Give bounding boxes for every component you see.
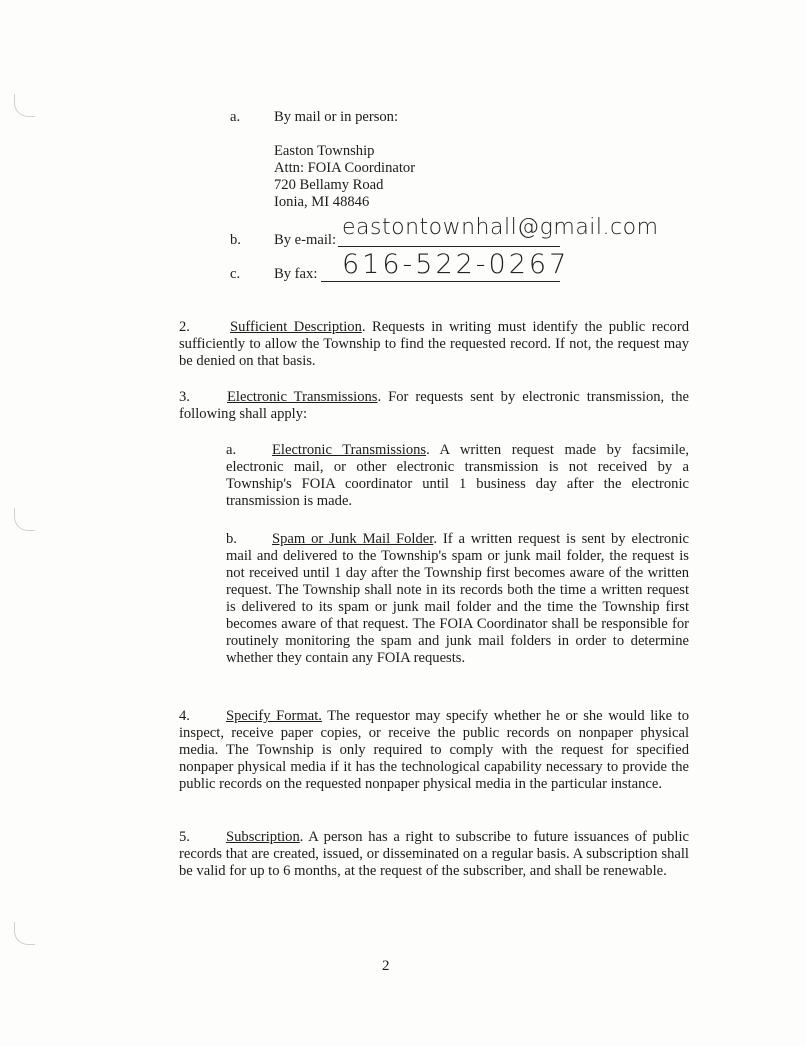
section-text: . A person has a right to subscribe to future issuances of public records that are created, issued, or disseminated on a regular basis. A subscription shall be valid for up to 6 months, at the request of the subscriber, and shall be renewable. [179,829,689,879]
section-3b [226,531,689,667]
section-title: Subscription [226,829,300,845]
section-number: 2. [179,319,190,335]
item-letter-b: b. [230,232,241,248]
handwritten-email: eastontownhall@gmail.com [342,215,659,240]
section-4 [179,708,689,793]
fax-underline [321,281,560,282]
punch-hole-mark [14,94,35,117]
section-title: Electronic Transmissions [227,389,378,405]
section-number: 4. [179,708,190,724]
section-text: The requestor may specify whether he or she would like to inspect, receive paper copies, or receive the public records on nonpaper physical media. The Township is only required to comply with the request for specified nonpaper physical media if it has the technological capability necessary to provide the public records on the requested nonpaper physical media in the particular instance. [179,708,689,792]
address-line: Attn: FOIA Coordinator [274,160,416,176]
item-letter-a: a. [230,109,241,125]
section-text: . Requests in writing must identify the public record sufficiently to allow the Township to find the requested record. If not, the request may be denied on that basis. [179,319,689,369]
mailing-address [274,143,415,211]
mail-label: By mail or in person: [274,109,399,125]
fax-label: By fax: [274,266,318,282]
section-text: . For requests sent by electronic transmission, the following shall apply: [179,389,690,422]
section-3 [179,389,689,423]
section-number: 3. [179,389,190,405]
section-title: Specify Format. [226,708,322,724]
subsection-text: . A written request made by facsimile, electronic mail, or other electronic transmission is not received by a Township's FOIA coordinator until 1 business day after the electronic transmission is made. [226,442,689,509]
subsection-title: Electronic Transmissions [272,442,427,458]
address-line: 720 Bellamy Road [274,177,384,193]
section-number: 5. [179,829,190,845]
page-number: 2 [382,958,390,974]
subsection-title: Spam or Junk Mail Folder [272,531,434,547]
section-2 [179,319,689,370]
punch-hole-mark [14,922,35,945]
subsection-letter: b. [226,531,237,547]
section-title: Sufficient Description [230,319,362,335]
address-line: Easton Township [274,143,375,159]
subsection-letter: a. [226,442,237,458]
section-5 [179,829,689,880]
section-3a [226,442,689,510]
email-label: By e-mail: [274,232,337,248]
subsection-text: . If a written request is sent by electronic mail and delivered to the Township's spam or junk mail folder, the request is not received until 1 day after the Township first becomes aware of the written request. The Township shall note in its records both the time a written request is delivered to its spam or junk mail folder and the time the Township first becomes aware of that request. The FOIA Coordinator shall be responsible for routinely monitoring the spam and junk mail folders in order to determine whether they contain any FOIA requests. [226,531,689,666]
item-letter-c: c. [230,266,241,282]
address-line: Ionia, MI 48846 [274,194,370,210]
handwritten-fax: 616-522-0267 [342,249,570,280]
email-underline [338,246,560,247]
punch-hole-mark [14,508,35,531]
